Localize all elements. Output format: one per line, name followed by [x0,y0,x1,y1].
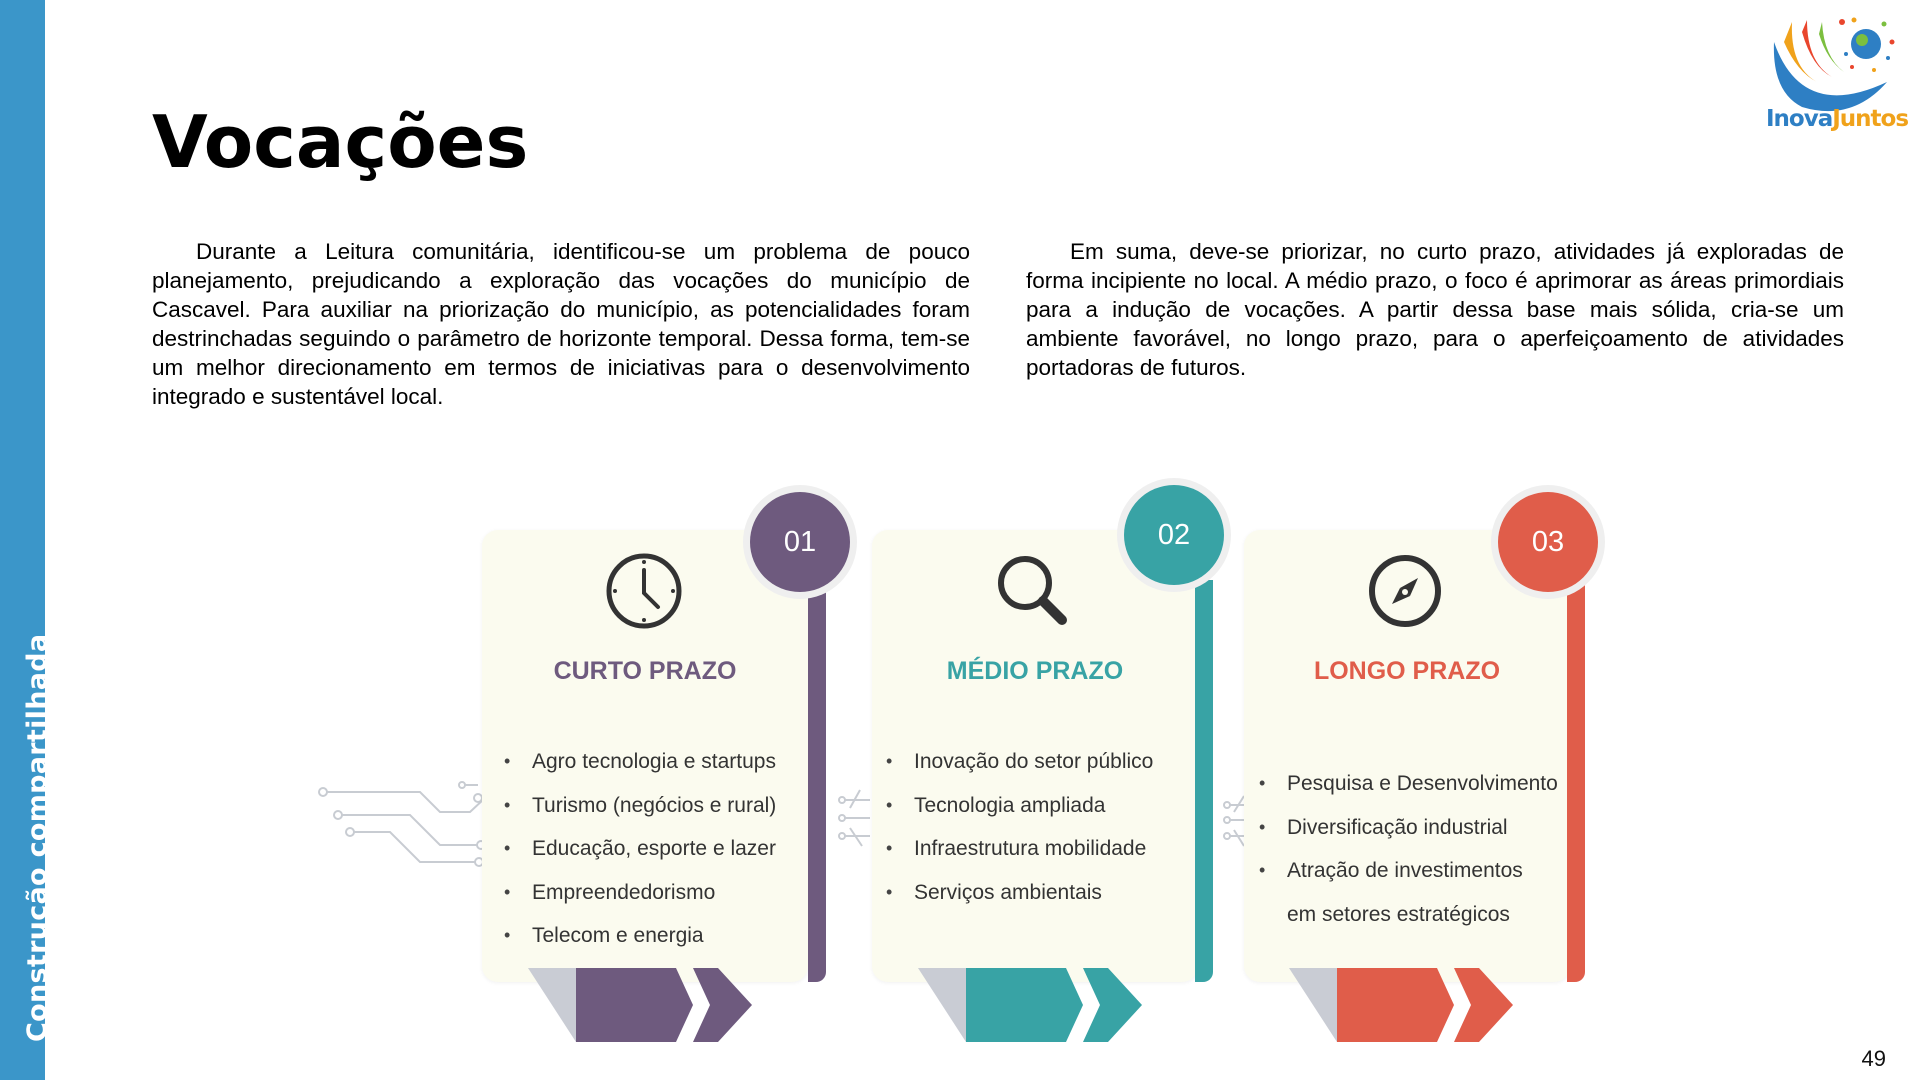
logo-wordmark: InovaJuntos [1766,106,1909,132]
card-stripe [1567,580,1585,982]
card-heading: CURTO PRAZO [553,657,737,685]
card-item-list [1259,762,1558,936]
list-item: • Pesquisa e Desenvolvimento [1259,762,1558,806]
page-title: Vocações [152,100,529,184]
card-number-badge: 02 [1124,485,1224,585]
list-item: • Infraestrutura mobilidade [886,827,1153,871]
list-item: em setores estratégicos [1287,902,1510,926]
card-heading: LONGO PRAZO [1313,657,1501,685]
card-number-badge: 01 [750,492,850,592]
page-number: 49 [1861,1046,1886,1071]
magnifier-icon [992,550,1074,632]
chevron-arrows-icon [528,968,788,1042]
intro-paragraph-left: Durante a Leitura comunitária, identificou-se um problema de pouco planejamento, prejudicando a exploração das vocações do município de Cascavel. Para auxiliar na priorização do município, as potencialidades foram destrinchadas seguindo o parâmetro de horizonte temporal. Dessa forma, tem-se um melhor direcionamento em termos de iniciativas para o desenvolvimento integrado e sustentável local. [152,239,970,409]
chevron-arrows-icon [918,968,1178,1042]
card-number-badge: 03 [1498,492,1598,592]
list-item: • Diversificação industrial [1259,806,1558,850]
list-item: • Serviços ambientais [886,871,1153,915]
intro-paragraph-right: Em suma, deve-se priorizar, no curto prazo, atividades já exploradas de forma incipiente no local. A médio prazo, o foco é aprimorar as áreas primordiais para a indução de vocações. A partir dessa base mais sólida, cria-se um ambiente favorável, no longo prazo, para o aperfeiçoamento de atividades portadoras de futuros. [1026,239,1844,380]
clock-icon [603,550,685,632]
card-item-list [504,740,776,958]
list-item: • Educação, esporte e lazer [504,827,776,871]
badge-ring [743,485,857,599]
card-stripe [808,580,826,982]
card-stripe [1195,580,1213,982]
list-item: • Turismo (negócios e rural) [504,784,776,828]
card-heading: MÉDIO PRAZO [946,657,1124,685]
chevron-arrows-icon [1289,968,1549,1042]
sidebar-label: Construção compartilhada [22,633,53,1042]
card-item-list [886,740,1153,914]
list-item: • Atração de investimentos [1259,849,1558,893]
badge-ring [1117,478,1231,592]
badge-ring [1491,485,1605,599]
list-item: • Empreendedorismo [504,871,776,915]
compass-icon [1364,550,1446,632]
list-item: • Telecom e energia [504,914,776,958]
list-item: • Agro tecnologia e startups [504,740,776,784]
list-item: • Tecnologia ampliada [886,784,1153,828]
sidebar-band [0,0,53,1080]
list-item: • Inovação do setor público [886,740,1153,784]
